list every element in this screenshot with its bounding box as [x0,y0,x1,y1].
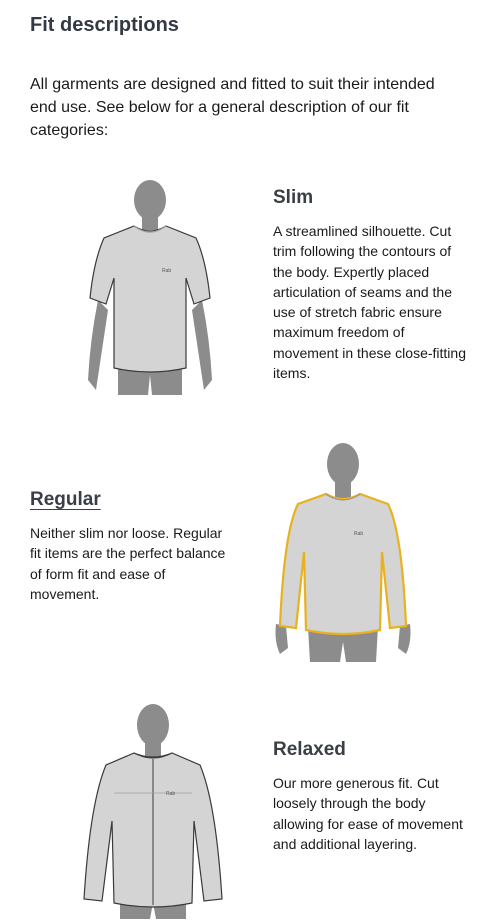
fit-regular-heading[interactable]: Regular [30,489,101,510]
page-title: Fit descriptions [30,14,179,36]
fit-regular-description: Neither slim nor loose. Regular fit items are the perfect balance of form fit and ease of movement. [30,525,226,602]
fit-relaxed [273,739,473,854]
svg-text:Rab: Rab [354,531,364,537]
fit-slim [273,187,473,383]
relaxed-fit-illustration [80,703,226,924]
fit-slim-heading: Slim [273,187,314,208]
fit-slim-description: A streamlined silhouette. Cut trim following the contours of the body. Expertly placed articulation of seams and the use of stretch fabric ensure maximum freedom of movement in these close-fitting items. [273,223,466,382]
fit-relaxed-heading: Relaxed [273,739,346,760]
fit-relaxed-description: Our more generous fit. Cut loosely through the body allowing for ease of movement and additional layering. [273,775,463,852]
svg-text:Rab: Rab [166,791,176,797]
regular-fit-illustration [270,442,416,669]
fit-regular [30,489,230,604]
slim-fit-illustration [82,180,218,405]
svg-text:Rab: Rab [162,268,172,274]
intro-paragraph: All garments are designed and fitted to suit their intended end use. See below for a general description of our fit categories: [30,76,435,139]
